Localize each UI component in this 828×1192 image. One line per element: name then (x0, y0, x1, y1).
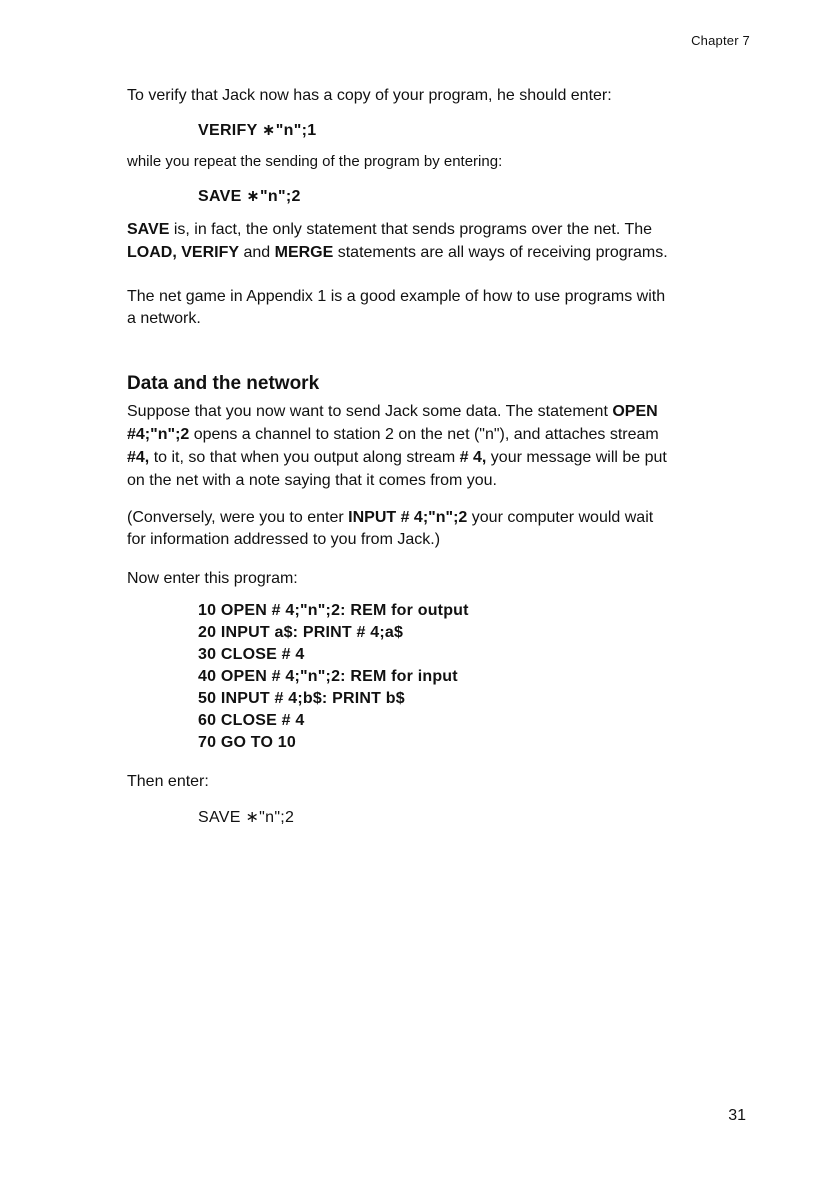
program-line: 30 CLOSE # 4 (198, 646, 305, 663)
conversely-line-2: for information addressed to you from Jack.) (127, 531, 441, 548)
save-para-text-2: statements are all ways of receiving programs. (333, 244, 668, 261)
data-para-line-4: on the net with a note saying that it comes from you. (127, 472, 497, 489)
chapter-header: Chapter 7 (691, 33, 750, 48)
then-enter-text: Then enter: (127, 773, 209, 790)
save-para-text-1: is, in fact, the only statement that sends programs over the net. The (169, 221, 653, 238)
load-verify-keywords: LOAD, VERIFY (127, 244, 240, 261)
data-para-text-1: Suppose that you now want to send Jack some data. The statement (127, 403, 613, 420)
while-text: while you repeat the sending of the program by entering: (127, 153, 503, 170)
save-command-2: SAVE ∗"n";2 (198, 809, 295, 826)
stream-number: #4, (127, 449, 150, 466)
conversely-text-2: your computer would wait (467, 509, 654, 526)
conversely-text-1: (Conversely, were you to enter (127, 509, 349, 526)
merge-keyword: MERGE (274, 244, 334, 261)
open-keyword: OPEN (612, 403, 658, 420)
data-para-line-1 (127, 403, 658, 421)
save-para-and: and (239, 244, 275, 261)
program-line: 70 GO TO 10 (198, 734, 296, 751)
program-line: 40 OPEN # 4;"n";2: REM for input (198, 668, 458, 685)
data-para-text-4: your message will be put (486, 449, 667, 466)
stream-spec: #4;"n";2 (127, 426, 190, 443)
program-line: 10 OPEN # 4;"n";2: REM for output (198, 602, 469, 619)
intro-text: To verify that Jack now has a copy of your program, he should enter: (127, 87, 612, 104)
verify-command: VERIFY ∗"n";1 (198, 122, 317, 139)
program-line: 60 CLOSE # 4 (198, 712, 305, 729)
stream-number-2: # 4, (459, 449, 487, 466)
section-heading: Data and the network (127, 373, 320, 394)
save-keyword: SAVE (127, 221, 170, 238)
net-game-line-2: a network. (127, 310, 201, 327)
net-game-line-1: The net game in Appendix 1 is a good example of how to use programs with (127, 288, 666, 305)
input-command: INPUT # 4;"n";2 (348, 509, 468, 526)
save-paragraph-line-1 (127, 221, 652, 239)
data-para-text-3: to it, so that when you output along stream (149, 449, 460, 466)
save-paragraph-line-2 (127, 244, 668, 262)
save-command-1: SAVE ∗"n";2 (198, 188, 301, 205)
now-enter-text: Now enter this program: (127, 570, 298, 587)
data-para-text-2: opens a channel to station 2 on the net ("n"), and attaches stream (189, 426, 659, 443)
page-number: 31 (728, 1107, 746, 1124)
data-para-line-2 (127, 426, 659, 444)
data-para-line-3 (127, 449, 667, 467)
program-line: 20 INPUT a$: PRINT # 4;a$ (198, 624, 404, 641)
program-line: 50 INPUT # 4;b$: PRINT b$ (198, 690, 405, 707)
conversely-line-1 (127, 509, 653, 527)
